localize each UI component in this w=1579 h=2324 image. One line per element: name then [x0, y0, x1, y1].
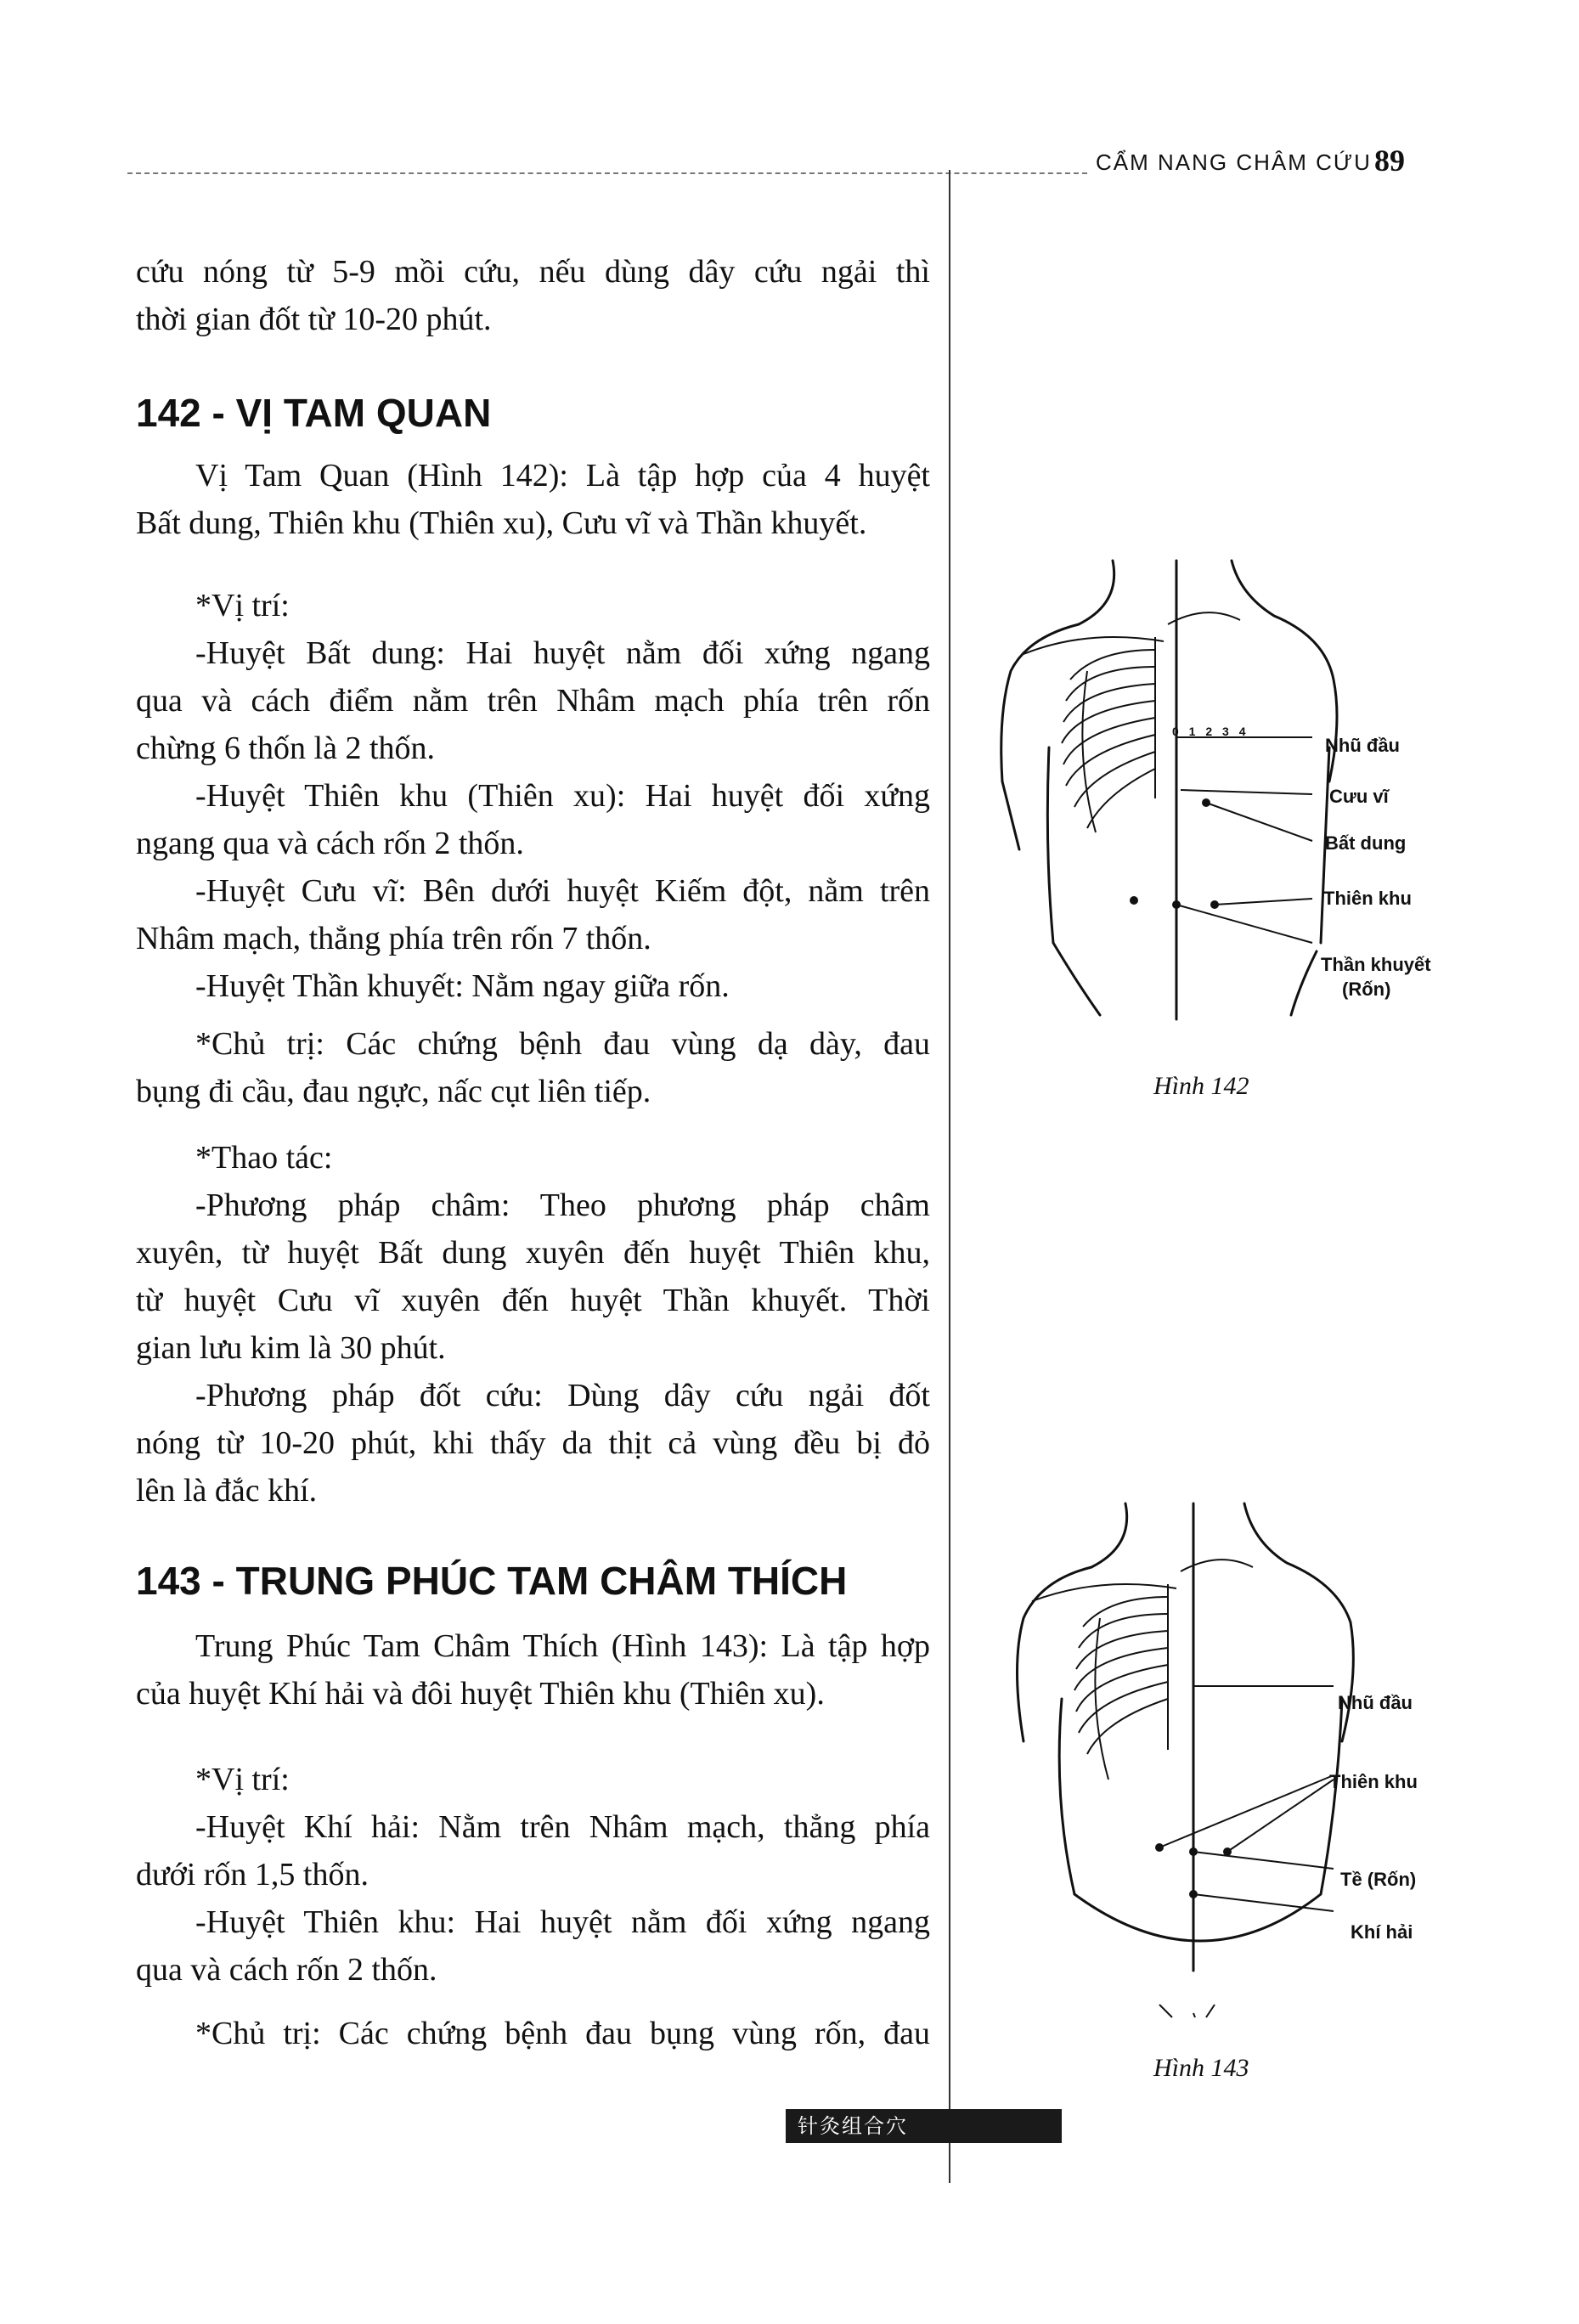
figure-142-caption: Hình 142 [1153, 1072, 1249, 1100]
figure-142-label-cuu-vi: Cưu vĩ [1329, 786, 1389, 807]
intro-line: cứu nóng từ 5-9 mồi cứu, nếu dùng dây cứu ngải thì [136, 254, 930, 290]
clavicle-right [1181, 1560, 1253, 1571]
vitri-line: -Huyệt Bất dung: Hai huyệt nằm đối xứng ngang [195, 635, 930, 671]
figure-143-illustration [998, 1495, 1474, 2030]
thaotac-line: -Phương pháp đốt cứu: Dùng dây cứu ngải đốt [195, 1378, 930, 1413]
section-142-thaotac [136, 1134, 930, 1515]
clavicle [1024, 637, 1164, 654]
section-143-chutri [136, 2010, 930, 2057]
figure-143-label-khi-hai: Khí hải [1351, 1921, 1413, 1943]
intro-paragraph [136, 248, 930, 343]
groin-lines [1159, 2005, 1215, 2017]
chutri-line: *Chủ trị: Các chứng bệnh đau bụng vùng rốn, đau [195, 2016, 930, 2051]
figure-142-label-than-khuyet: Thần khuyết [1321, 954, 1431, 975]
leader-khi-hai [1193, 1894, 1334, 1911]
vitri-line: ngang qua và cách rốn 2 thốn. [136, 826, 524, 861]
header-rule [127, 172, 1087, 174]
rib-cage [1074, 1584, 1168, 1780]
section-143-title: 143 - TRUNG PHÚC TAM CHÂM THÍCH [136, 1559, 848, 1603]
chutri-line: *Chủ trị: Các chứng bệnh đau vùng dạ dày, đau [195, 1026, 930, 1062]
leader-thien-khu [1215, 899, 1312, 905]
figure-142-label-thien-khu: Thiên khu [1323, 888, 1412, 909]
intro-line: Vị Tam Quan (Hình 142): Là tập hợp của 4 huyệt [195, 458, 930, 494]
leader-te [1193, 1852, 1334, 1869]
vitri-line: qua và cách rốn 2 thốn. [136, 1952, 437, 1988]
vitri-label: *Vị trí: [195, 588, 290, 623]
section-142-vitri [136, 582, 930, 1010]
chutri-line: bụng đi cầu, đau ngực, nấc cụt liên tiếp. [136, 1074, 651, 1109]
thaotac-line: xuyên, từ huyệt Bất dung xuyên đến huyệt Thiên khu, [136, 1235, 930, 1271]
leader-cuu-vi [1181, 790, 1312, 794]
leader-bat-dung [1206, 803, 1312, 841]
vitri-line: dưới rốn 1,5 thốn. [136, 1857, 369, 1892]
intro-line: Trung Phúc Tam Châm Thích (Hình 143): Là tập hợp [195, 1628, 930, 1664]
vitri-line: chừng 6 thốn là 2 thốn. [136, 730, 436, 766]
thaotac-line: gian lưu kim là 30 phút. [136, 1330, 446, 1366]
figure-142-illustration [985, 544, 1461, 1019]
section-143-intro [136, 1622, 930, 1718]
section-142-title: 142 - VỊ TAM QUAN [136, 391, 492, 435]
section-142-intro [136, 452, 930, 547]
right-arm-line [1291, 951, 1317, 1015]
page-divider [949, 170, 950, 2183]
section-143-vitri [136, 1756, 930, 1994]
figure-142-label-nhu-dau: Nhũ đầu [1325, 735, 1400, 756]
leader-than-khuyet [1176, 905, 1312, 943]
thaotac-line: nóng từ 10-20 phút, khi thấy da thịt cả vùng đều bị đỏ [136, 1425, 930, 1461]
torso-left-side [1059, 1699, 1074, 1894]
clavicle-right [1168, 612, 1240, 624]
clavicle [1032, 1584, 1176, 1601]
torso-left-side [1047, 747, 1053, 943]
footer-band: 针灸组合穴 [786, 2109, 1062, 2143]
figure-142-scale: 0 1 2 3 4 [1172, 725, 1249, 738]
pelvis-outline [1074, 1894, 1321, 1941]
left-shoulder-outline [1001, 561, 1114, 781]
vitri-line: -Huyệt Cưu vĩ: Bên dưới huyệt Kiếm đột, nằm trên [195, 873, 930, 909]
intro-line: thời gian đốt từ 10-20 phút. [136, 302, 492, 337]
leader-thien-khu-left [1159, 1775, 1334, 1847]
figure-143-label-nhu-dau: Nhũ đầu [1338, 1692, 1413, 1713]
right-shoulder-outline [1232, 561, 1337, 781]
torso-right-side [1321, 1699, 1342, 1894]
left-arm-line [1053, 943, 1100, 1015]
intro-line: của huyệt Khí hải và đôi huyệt Thiên khu (Thiên xu). [136, 1676, 825, 1712]
vitri-line: -Huyệt Thần khuyết: Nằm ngay giữa rốn. [195, 968, 730, 1004]
vitri-line: -Huyệt Thiên khu: Hai huyệt nằm đối xứng ngang [195, 1904, 930, 1940]
leader-thien-khu-right [1227, 1780, 1334, 1852]
figure-143-label-te-ron: Tề (Rốn) [1340, 1869, 1417, 1890]
vitri-line: -Huyệt Thiên khu (Thiên xu): Hai huyệt đối xứng [195, 778, 930, 814]
thaotac-label: *Thao tác: [195, 1140, 333, 1176]
rib-cage [1062, 637, 1155, 832]
vitri-label: *Vị trí: [195, 1762, 290, 1797]
thaotac-line: từ huyệt Cưu vĩ xuyên đến huyệt Thần khuyết. Thời [136, 1283, 930, 1318]
thaotac-line: lên là đắc khí. [136, 1473, 318, 1509]
page-number: 89 [1374, 144, 1405, 178]
figure-143-caption: Hình 143 [1153, 2054, 1249, 2082]
vitri-line: -Huyệt Khí hải: Nằm trên Nhâm mạch, thẳng phía [195, 1809, 930, 1845]
thaotac-line: -Phương pháp châm: Theo phương pháp châm [195, 1187, 930, 1223]
running-title: CẨM NANG CHÂM CỨU [1096, 149, 1372, 175]
point-thien-khu-left [1130, 896, 1138, 905]
left-arm-upper [1002, 781, 1019, 849]
figure-142-label-bat-dung: Bất dung [1325, 832, 1407, 854]
figure-142-label-ron: (Rốn) [1342, 979, 1391, 1000]
vitri-line: Nhâm mạch, thẳng phía trên rốn 7 thốn. [136, 921, 651, 956]
intro-line: Bất dung, Thiên khu (Thiên xu), Cưu vĩ và Thần khuyết. [136, 505, 867, 541]
section-142-chutri [136, 1020, 930, 1115]
figure-143-label-thien-khu: Thiên khu [1329, 1771, 1418, 1792]
vitri-line: qua và cách điểm nằm trên Nhâm mạch phía trên rốn [136, 683, 930, 719]
